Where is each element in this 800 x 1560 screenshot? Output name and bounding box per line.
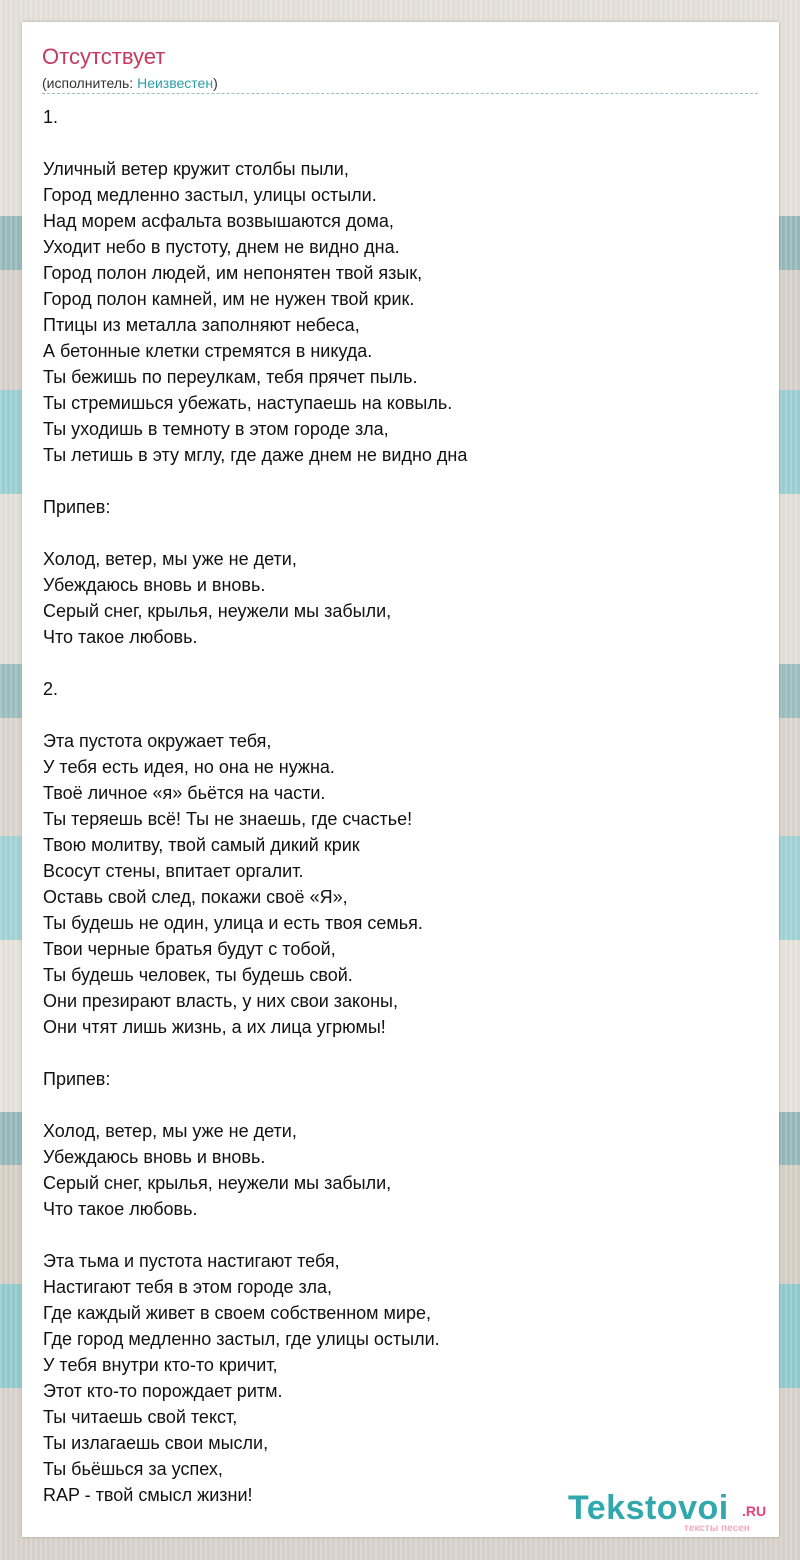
lyric-line: Убеждаюсь вновь и вновь. bbox=[43, 1147, 266, 1167]
lyric-line bbox=[43, 130, 753, 156]
lyric-line: Эта тьма и пустота настигают тебя, bbox=[43, 1251, 340, 1271]
lyric-line: Ты летишь в эту мглу, где даже днем не видно дна bbox=[43, 445, 468, 465]
lyric-line bbox=[43, 520, 753, 546]
lyric-line: Припев: bbox=[43, 1069, 111, 1089]
song-title: Отсутствует bbox=[42, 44, 166, 69]
lyric-line: Убеждаюсь вновь и вновь. bbox=[43, 575, 266, 595]
artist-suffix: ) bbox=[213, 75, 218, 91]
lyric-line: Город полон людей, им непонятен твой язык, bbox=[43, 263, 423, 283]
lyric-line: Холод, ветер, мы уже не дети, bbox=[43, 549, 297, 569]
dashed-divider bbox=[42, 93, 758, 94]
lyric-line: Ты теряешь всё! Ты не знаешь, где счастье! bbox=[43, 809, 413, 829]
site-logo[interactable] bbox=[568, 1490, 778, 1535]
lyric-line: Твою молитву, твой самый дикий крик bbox=[43, 835, 360, 855]
lyrics-text bbox=[43, 104, 753, 1508]
lyric-line bbox=[43, 1222, 753, 1248]
lyric-line: Твоё личное «я» бьётся на части. bbox=[43, 783, 326, 803]
lyric-line: Ты бьёшься за успех, bbox=[43, 1459, 223, 1479]
lyric-line: Припев: bbox=[43, 497, 111, 517]
lyric-line: Оставь свой след, покажи своё «Я», bbox=[43, 887, 348, 907]
lyric-line: Всосут стены, впитает оргалит. bbox=[43, 861, 304, 881]
lyric-line: Они чтят лишь жизнь, а их лица угрюмы! bbox=[43, 1017, 386, 1037]
lyric-line bbox=[43, 468, 753, 494]
lyric-line: Ты стремишься убежать, наступаешь на ковыль. bbox=[43, 393, 453, 413]
lyric-line: 2. bbox=[43, 679, 59, 699]
artist-line bbox=[42, 74, 218, 92]
lyric-line: Город полон камней, им не нужен твой крик. bbox=[43, 289, 415, 309]
lyric-line bbox=[43, 1040, 753, 1066]
lyric-line bbox=[43, 650, 753, 676]
lyric-line: Эта пустота окружает тебя, bbox=[43, 731, 272, 751]
lyrics-card bbox=[22, 22, 779, 1537]
lyric-line: Птицы из металла заполняют небеса, bbox=[43, 315, 360, 335]
lyric-line: Ты будешь человек, ты будешь свой. bbox=[43, 965, 353, 985]
lyric-line: Где каждый живет в своем собственном мире, bbox=[43, 1303, 431, 1323]
lyric-line: Над морем асфальта возвышаются дома, bbox=[43, 211, 394, 231]
lyric-line bbox=[43, 1092, 753, 1118]
lyric-line: Город медленно застыл, улицы остыли. bbox=[43, 185, 377, 205]
logo-tagline: тексты песен bbox=[684, 1523, 750, 1534]
lyric-line: Уличный ветер кружит столбы пыли, bbox=[43, 159, 349, 179]
lyric-line: Ты уходишь в темноту в этом городе зла, bbox=[43, 419, 389, 439]
lyric-line: Холод, ветер, мы уже не дети, bbox=[43, 1121, 297, 1141]
lyric-line: Они презирают власть, у них свои законы, bbox=[43, 991, 398, 1011]
lyric-line: У тебя внутри кто-то кричит, bbox=[43, 1355, 278, 1375]
lyric-line: Ты излагаешь свои мысли, bbox=[43, 1433, 269, 1453]
lyric-line: Ты читаешь свой текст, bbox=[43, 1407, 238, 1427]
artist-link[interactable]: Неизвестен bbox=[137, 75, 214, 91]
lyric-line: А бетонные клетки стремятся в никуда. bbox=[43, 341, 373, 361]
lyric-line bbox=[43, 702, 753, 728]
lyric-line: Этот кто-то порождает ритм. bbox=[43, 1381, 283, 1401]
logo-name: Tekstovoi bbox=[568, 1489, 729, 1527]
logo-tld: .RU bbox=[742, 1503, 767, 1519]
lyric-line: Что такое любовь. bbox=[43, 1199, 198, 1219]
lyric-line: Серый снег, крылья, неужели мы забыли, bbox=[43, 601, 392, 621]
lyric-line: Серый снег, крылья, неужели мы забыли, bbox=[43, 1173, 392, 1193]
lyric-line: Твои черные братья будут с тобой, bbox=[43, 939, 336, 959]
lyric-line: У тебя есть идея, но она не нужна. bbox=[43, 757, 335, 777]
lyric-line: Настигают тебя в этом городе зла, bbox=[43, 1277, 333, 1297]
artist-prefix: (исполнитель: bbox=[42, 75, 138, 91]
lyric-line: 1. bbox=[43, 107, 59, 127]
lyric-line: Ты бежишь по переулкам, тебя прячет пыль. bbox=[43, 367, 418, 387]
lyric-line: Уходит небо в пустоту, днем не видно дна. bbox=[43, 237, 400, 257]
lyric-line: RAP - твой смысл жизни! bbox=[43, 1485, 253, 1505]
lyric-line: Что такое любовь. bbox=[43, 627, 198, 647]
lyric-line: Ты будешь не один, улица и есть твоя семья. bbox=[43, 913, 423, 933]
lyric-line: Где город медленно застыл, где улицы остыли. bbox=[43, 1329, 440, 1349]
